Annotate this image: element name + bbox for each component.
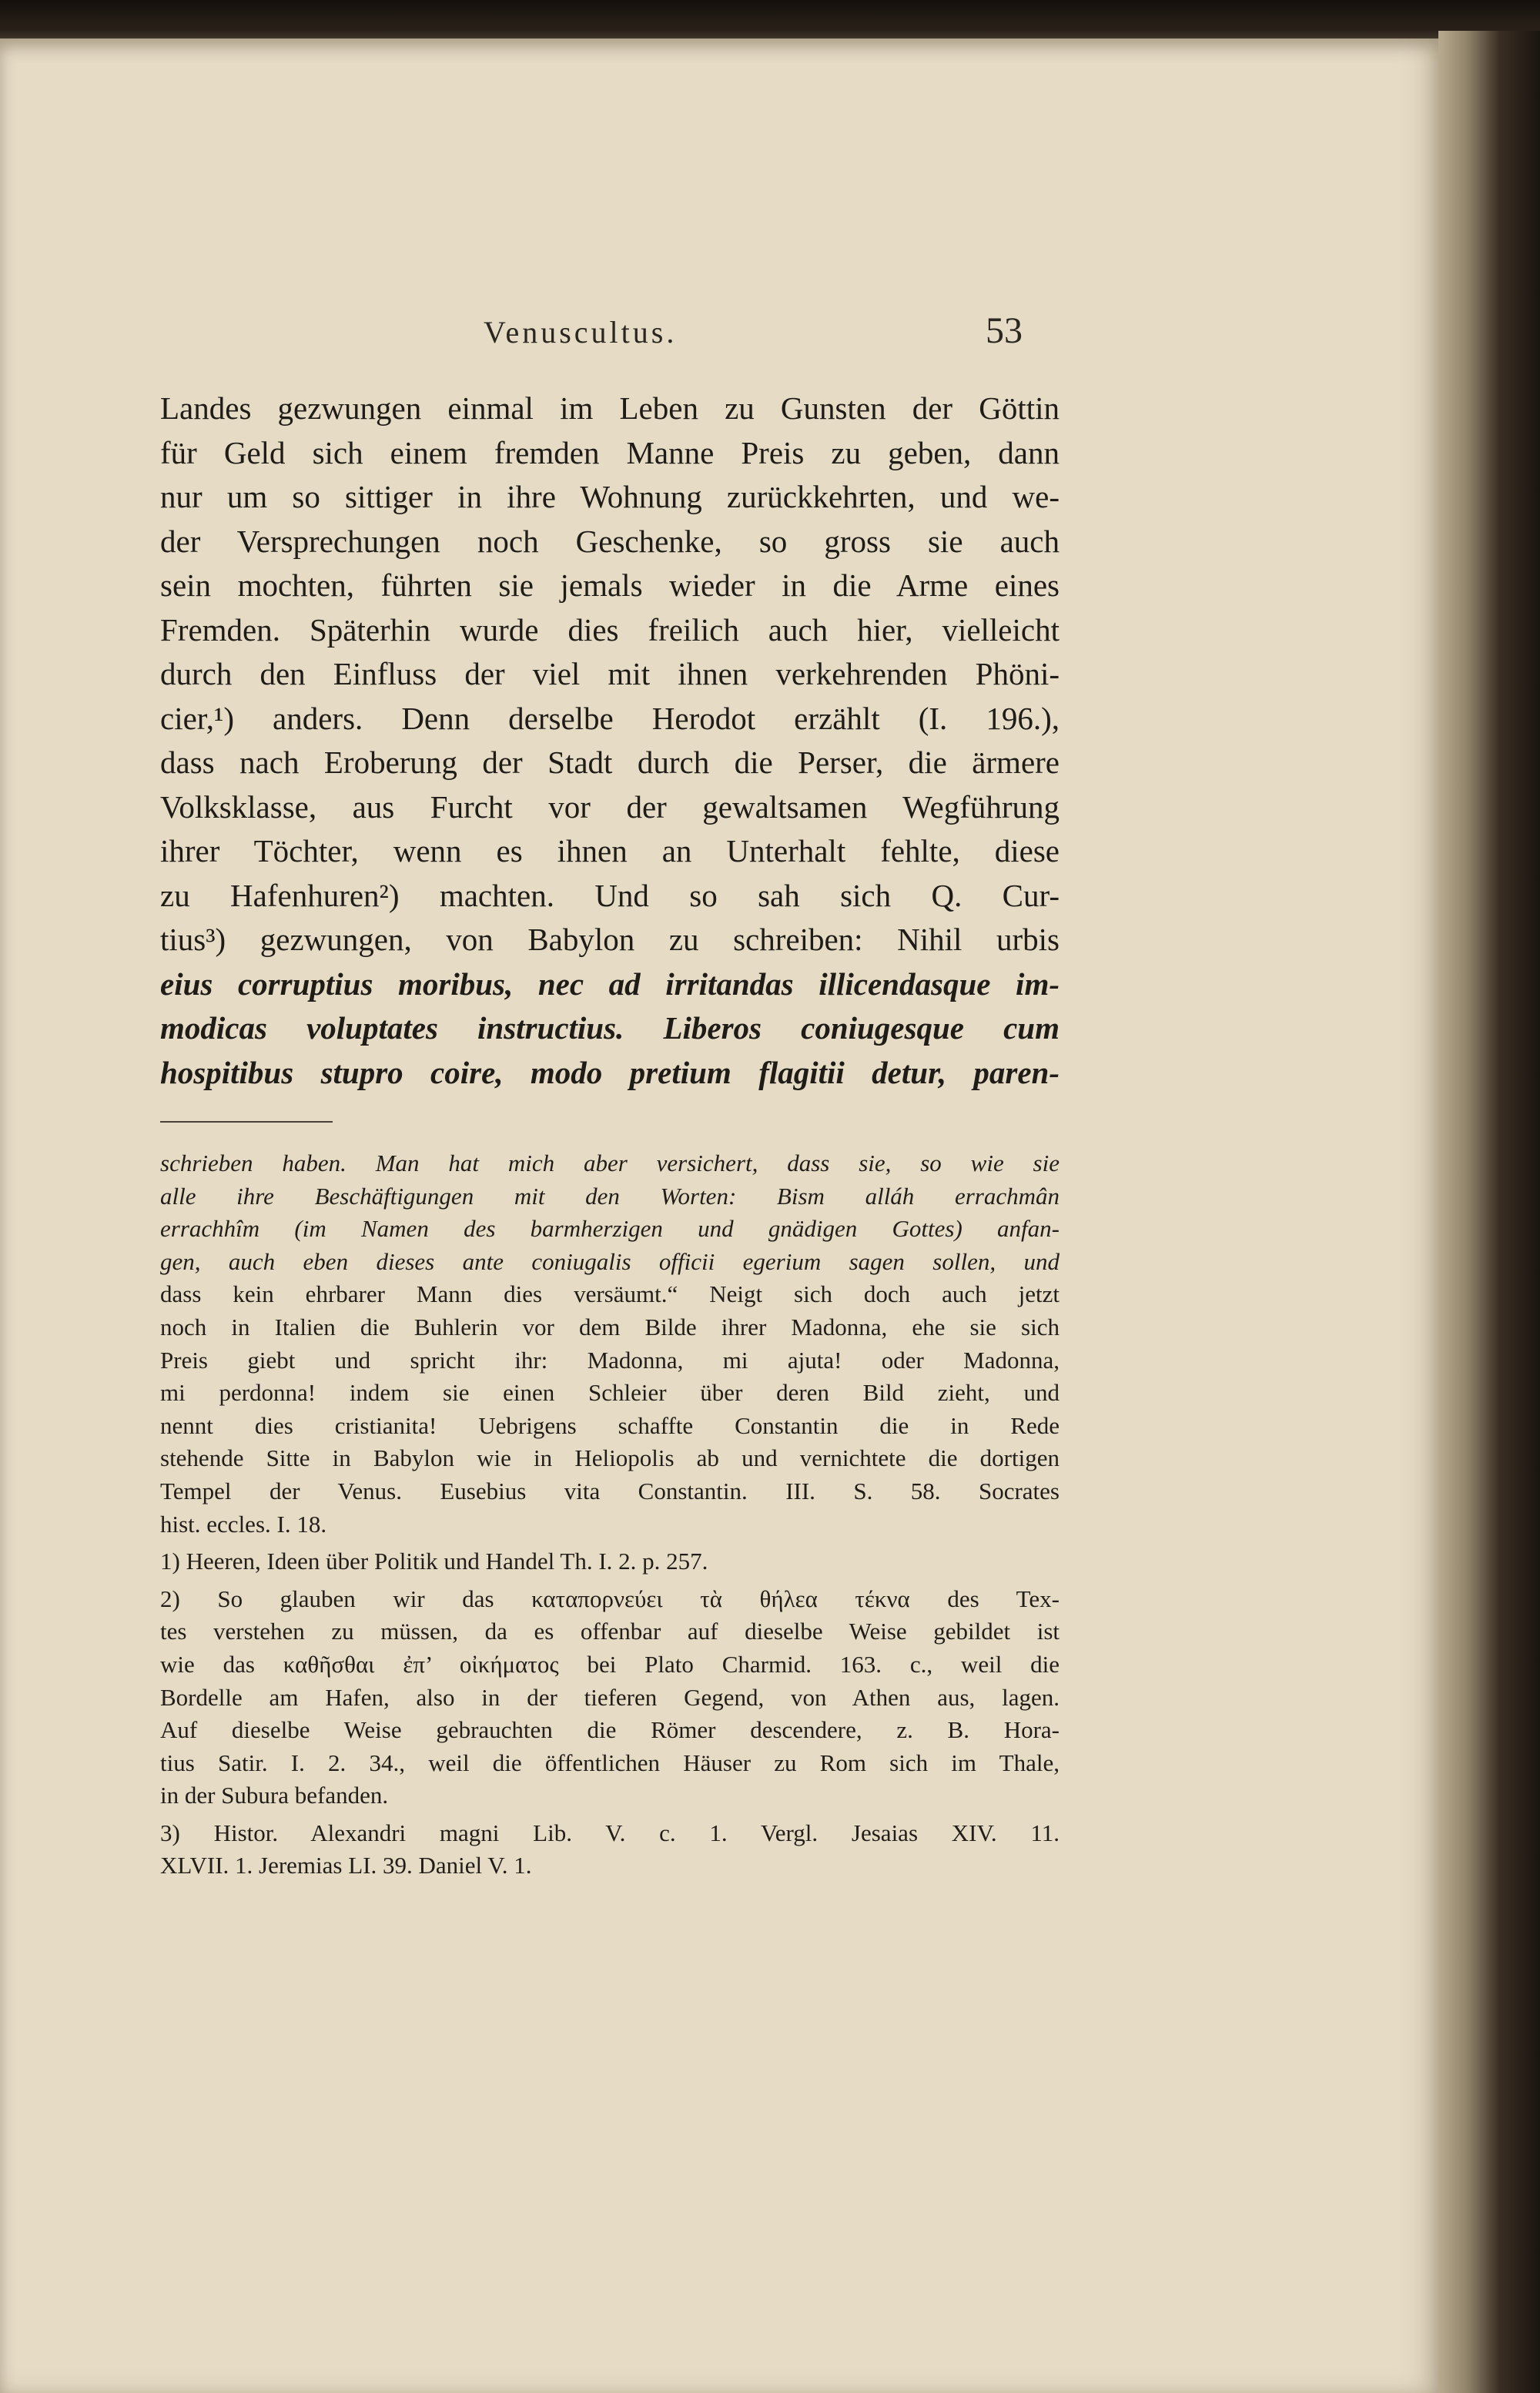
main-text-block bbox=[160, 387, 1060, 1095]
footnote-line: Preis giebt und spricht ihr: Madonna, mi ajuta! oder Madonna, bbox=[160, 1346, 1060, 1374]
page-number: 53 bbox=[986, 310, 1023, 351]
body-line: sein mochten, führten sie jemals wieder in die Arme eines bbox=[160, 567, 1060, 603]
footnote-line: stehende Sitte in Babylon wie in Heliopolis ab und vernichtete die dortigen bbox=[160, 1444, 1060, 1472]
footnotes-block bbox=[160, 1147, 1060, 1883]
book-spine-edge bbox=[1438, 31, 1540, 2393]
body-line: ihrer Töchter, wenn es ihnen an Unterhalt fehlte, diese bbox=[160, 833, 1060, 869]
footnote-line: in der Subura befanden. bbox=[160, 1782, 389, 1809]
body-line: cier,¹) anders. Denn derselbe Herodot erzählt (I. 196.), bbox=[160, 700, 1060, 736]
footnote-line: tius Satir. I. 2. 34., weil die öffentlichen Häuser zu Rom sich im Thale, bbox=[160, 1749, 1060, 1776]
body-line: zu Hafenhuren²) machten. Und so sah sich Q. Cur- bbox=[160, 877, 1060, 913]
footnote-line: wie das καθῆσθαι ἐπ’ οἰκήματος bei Plato Charmid. 163. c., weil die bbox=[160, 1650, 1060, 1678]
body-line: modicas voluptates instructius. Liberos coniugesque cum bbox=[160, 1010, 1060, 1046]
footnote-line: nennt dies cristianita! Uebrigens schaffte Constantin die in Rede bbox=[160, 1411, 1060, 1439]
body-line: eius corruptius moribus, nec ad irritandas illicendasque im- bbox=[160, 966, 1060, 1002]
body-line: nur um so sittiger in ihre Wohnung zurückkehrten, und we- bbox=[160, 479, 1060, 514]
footnote-line: alle ihre Beschäftigungen mit den Worten: Bism alláh errachmân bbox=[160, 1182, 1060, 1210]
body-line: Landes gezwungen einmal im Leben zu Gunsten der Göttin bbox=[160, 390, 1060, 426]
footnote-line: gen, auch eben dieses ante coniugalis officii egerium sagen sollen, und bbox=[160, 1247, 1060, 1275]
body-line: tius³) gezwungen, von Babylon zu schreiben: Nihil urbis bbox=[160, 922, 1060, 957]
footnote-line: errachhîm (im Namen des barmherzigen und gnädigen Gottes) anfan- bbox=[160, 1215, 1060, 1243]
footnote-line: schrieben haben. Man hat mich aber versichert, dass sie, so wie sie bbox=[160, 1150, 1060, 1176]
running-title: Venuscultus. bbox=[484, 315, 678, 350]
body-line: Volksklasse, aus Furcht vor der gewaltsamen Wegführung bbox=[160, 788, 1060, 825]
body-line: Fremden. Späterhin wurde dies freilich auch hier, vielleicht bbox=[160, 611, 1060, 648]
footnote-line: dass kein ehrbarer Mann dies versäumt.“ Neigt sich doch auch jetzt bbox=[160, 1280, 1060, 1308]
body-line: hospitibus stupro coire, modo pretium flagitii detur, paren- bbox=[160, 1054, 1060, 1090]
footnote-line: mi perdonna! indem sie einen Schleier über deren Bild zieht, und bbox=[160, 1379, 1060, 1407]
body-line: für Geld sich einem fremden Manne Preis zu geben, dann bbox=[160, 434, 1060, 470]
footnote-line: 1) Heeren, Ideen über Politik und Handel Th. I. 2. p. 257. bbox=[160, 1548, 708, 1575]
footnote-line: hist. eccles. I. 18. bbox=[160, 1510, 327, 1538]
body-line: durch den Einfluss der viel mit ihnen verkehrenden Phöni- bbox=[160, 656, 1060, 691]
body-line: dass nach Eroberung der Stadt durch die Perser, die ärmere bbox=[160, 745, 1060, 780]
footnote-line: noch in Italien die Buhlerin vor dem Bilde ihrer Madonna, ehe sie sich bbox=[160, 1313, 1060, 1340]
footnote-line: Tempel der Venus. Eusebius vita Constantin. III. S. 58. Socrates bbox=[160, 1477, 1060, 1504]
footnote-line: XLVII. 1. Jeremias LI. 39. Daniel V. 1. bbox=[160, 1852, 532, 1879]
footnote-line: Bordelle am Hafen, also in der tieferen Gegend, von Athen aus, lagen. bbox=[160, 1683, 1060, 1711]
body-line: der Versprechungen noch Geschenke, so gross sie auch bbox=[160, 523, 1060, 559]
footnote-line: 3) Histor. Alexandri magni Lib. V. c. 1. Vergl. Jesaias XIV. 11. bbox=[160, 1819, 1060, 1846]
footnote-line: tes verstehen zu müssen, da es offenbar auf dieselbe Weise gebildet ist bbox=[160, 1618, 1060, 1645]
footnote-divider bbox=[160, 1121, 333, 1123]
footnote-line: Auf dieselbe Weise gebrauchten die Römer descendere, z. B. Hora- bbox=[160, 1716, 1060, 1744]
footnote-line: 2) So glauben wir das καταπορνεύει τὰ θήλεα τέκνα des Tex- bbox=[160, 1585, 1060, 1612]
